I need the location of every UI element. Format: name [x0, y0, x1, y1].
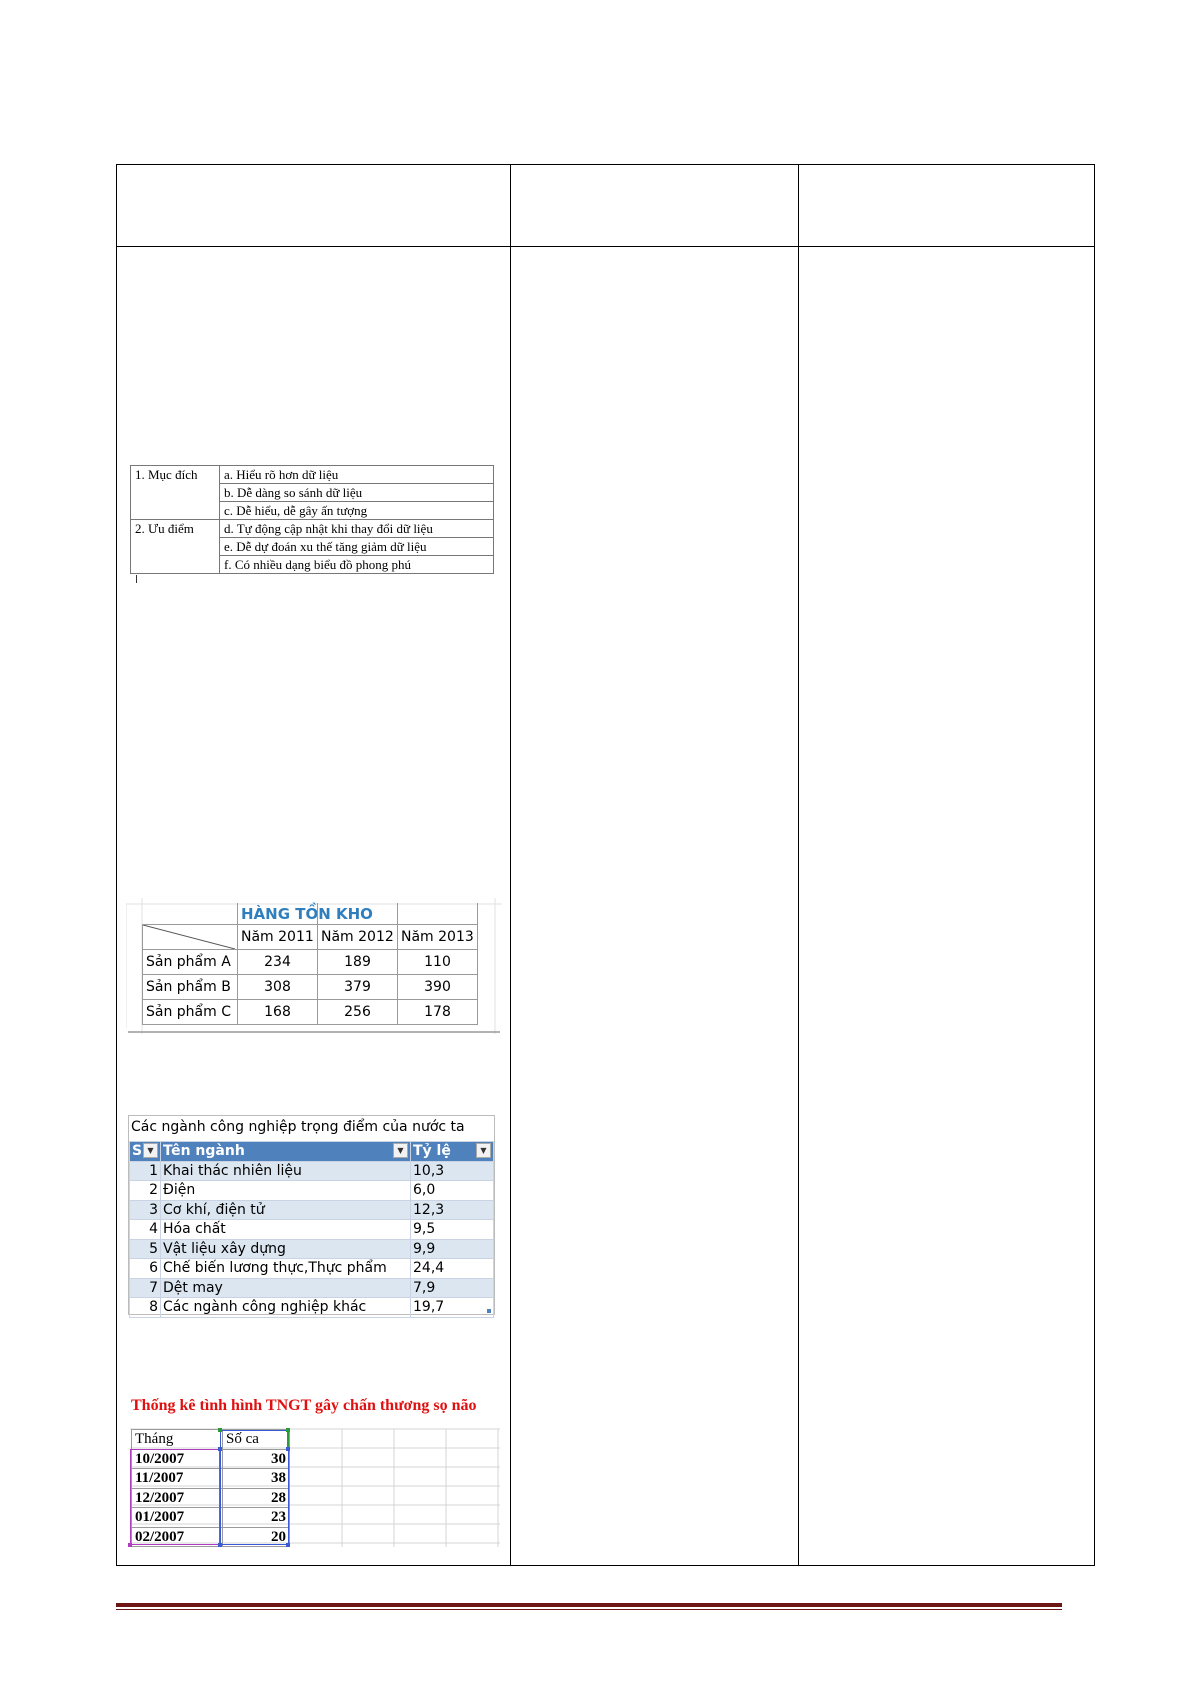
inventory-value: 308: [238, 975, 318, 1000]
chart-purpose-table: [130, 465, 494, 574]
industry-stt: 1: [130, 1161, 161, 1181]
advantage-item: d. Tự động cập nhật khi thay đổi dữ liệu: [220, 520, 494, 538]
tngt-title: Thống kê tình hình TNGT gây chấn thương sọ não: [131, 1397, 477, 1414]
month-cell[interactable]: 12/2007: [132, 1488, 223, 1508]
table-resize-handle[interactable]: [487, 1309, 491, 1313]
industry-name: Cơ khí, điện tử: [161, 1200, 411, 1220]
range-handle[interactable]: [286, 1543, 290, 1547]
inventory-value: 178: [398, 1000, 478, 1025]
industry-name: Chế biến lương thực,Thực phẩm: [161, 1259, 411, 1279]
inventory-value: 256: [318, 1000, 398, 1025]
group-label: 2. Ưu điểm: [131, 520, 220, 574]
month-cell[interactable]: 01/2007: [132, 1508, 223, 1528]
purpose-item: b. Dễ dàng so sánh dữ liệu: [220, 484, 494, 502]
industry-caption: Các ngành công nghiệp trọng điểm của nước ta: [131, 1119, 465, 1135]
stt-header: S ▼: [130, 1142, 161, 1162]
filter-dropdown-icon[interactable]: ▼: [393, 1143, 408, 1158]
cases-cell[interactable]: 30: [223, 1449, 290, 1469]
industry-stt: 2: [130, 1181, 161, 1201]
footer-rule-thin: [116, 1609, 1062, 1610]
range-handle[interactable]: [218, 1543, 222, 1547]
industry-name: Điện: [161, 1181, 411, 1201]
filter-dropdown-icon[interactable]: ▼: [476, 1143, 491, 1158]
industry-rate: 19,7: [411, 1298, 494, 1318]
industry-name: Khai thác nhiên liệu: [161, 1161, 411, 1181]
month-range-highlight: [130, 1449, 220, 1545]
industry-stt: 5: [130, 1239, 161, 1259]
industry-name: Hóa chất: [161, 1220, 411, 1240]
product-label: Sản phẩm A: [143, 950, 238, 975]
industry-stt: 3: [130, 1200, 161, 1220]
industry-rate: 24,4: [411, 1259, 494, 1279]
header-row-divider: [117, 246, 1094, 247]
industry-rate: 6,0: [411, 1181, 494, 1201]
cases-cell[interactable]: 23: [223, 1508, 290, 1528]
industry-rate: 9,5: [411, 1220, 494, 1240]
name-header: Tên ngành ▼: [161, 1142, 411, 1162]
industry-rate: 7,9: [411, 1278, 494, 1298]
range-handle[interactable]: [286, 1447, 290, 1451]
product-label: Sản phẩm C: [143, 1000, 238, 1025]
cases-cell[interactable]: 38: [223, 1469, 290, 1489]
purpose-item: c. Dễ hiểu, dễ gây ấn tượng: [220, 502, 494, 520]
column-divider-1: [510, 165, 511, 1565]
lesson-table: [116, 164, 1095, 1566]
industry-name: Vật liệu xây dựng: [161, 1239, 411, 1259]
year-header: Năm 2011: [238, 925, 318, 950]
range-handle[interactable]: [128, 1543, 132, 1547]
range-handle[interactable]: [218, 1428, 222, 1432]
industry-stt: 4: [130, 1220, 161, 1240]
inventory-value: 234: [238, 950, 318, 975]
cases-header: Số ca: [223, 1430, 290, 1450]
inventory-value: 390: [398, 975, 478, 1000]
cases-cell[interactable]: 20: [223, 1527, 290, 1547]
industry-table: [129, 1141, 494, 1318]
industry-name: Dệt may: [161, 1278, 411, 1298]
group-label: 1. Mục đích: [131, 466, 220, 520]
inventory-table: [142, 903, 478, 1025]
industry-rate: 12,3: [411, 1200, 494, 1220]
month-header: Tháng: [132, 1430, 223, 1450]
advantage-item: e. Dễ dự đoán xu thế tăng giảm dữ liệu: [220, 538, 494, 556]
industry-name: Các ngành công nghiệp khác: [161, 1298, 411, 1318]
column-divider-2: [798, 165, 799, 1565]
inventory-value: 379: [318, 975, 398, 1000]
diagonal-line: [143, 925, 235, 949]
product-label: Sản phẩm B: [143, 975, 238, 1000]
range-handle[interactable]: [286, 1428, 290, 1432]
cases-cell[interactable]: 28: [223, 1488, 290, 1508]
rate-header: Tỷ lệ ▼: [411, 1142, 494, 1162]
month-cell[interactable]: 11/2007: [132, 1469, 223, 1489]
diagonal-header-cell: [143, 925, 238, 950]
advantage-item: f. Có nhiều dạng biểu đồ phong phú: [220, 556, 494, 574]
cases-range-highlight: [220, 1430, 289, 1545]
footer-rule: [116, 1603, 1062, 1607]
range-handle[interactable]: [218, 1447, 222, 1451]
year-header: Năm 2012: [318, 925, 398, 950]
month-cell[interactable]: 02/2007: [132, 1527, 223, 1547]
filter-dropdown-icon[interactable]: ▼: [143, 1143, 158, 1158]
industry-stt: 8: [130, 1298, 161, 1318]
inventory-title: HÀNG TỒN KHO: [241, 905, 373, 923]
industry-stt: 7: [130, 1278, 161, 1298]
inventory-value: 168: [238, 1000, 318, 1025]
blank-cell: [143, 904, 238, 925]
industry-rate: 9,9: [411, 1239, 494, 1259]
month-cell[interactable]: 10/2007: [132, 1449, 223, 1469]
text-cursor: [136, 575, 137, 583]
inventory-value: 110: [398, 950, 478, 975]
industry-stt: 6: [130, 1259, 161, 1279]
inventory-value: 189: [318, 950, 398, 975]
purpose-item: a. Hiểu rõ hơn dữ liệu: [220, 466, 494, 484]
year-header: Năm 2013: [398, 925, 478, 950]
industry-rate: 10,3: [411, 1161, 494, 1181]
